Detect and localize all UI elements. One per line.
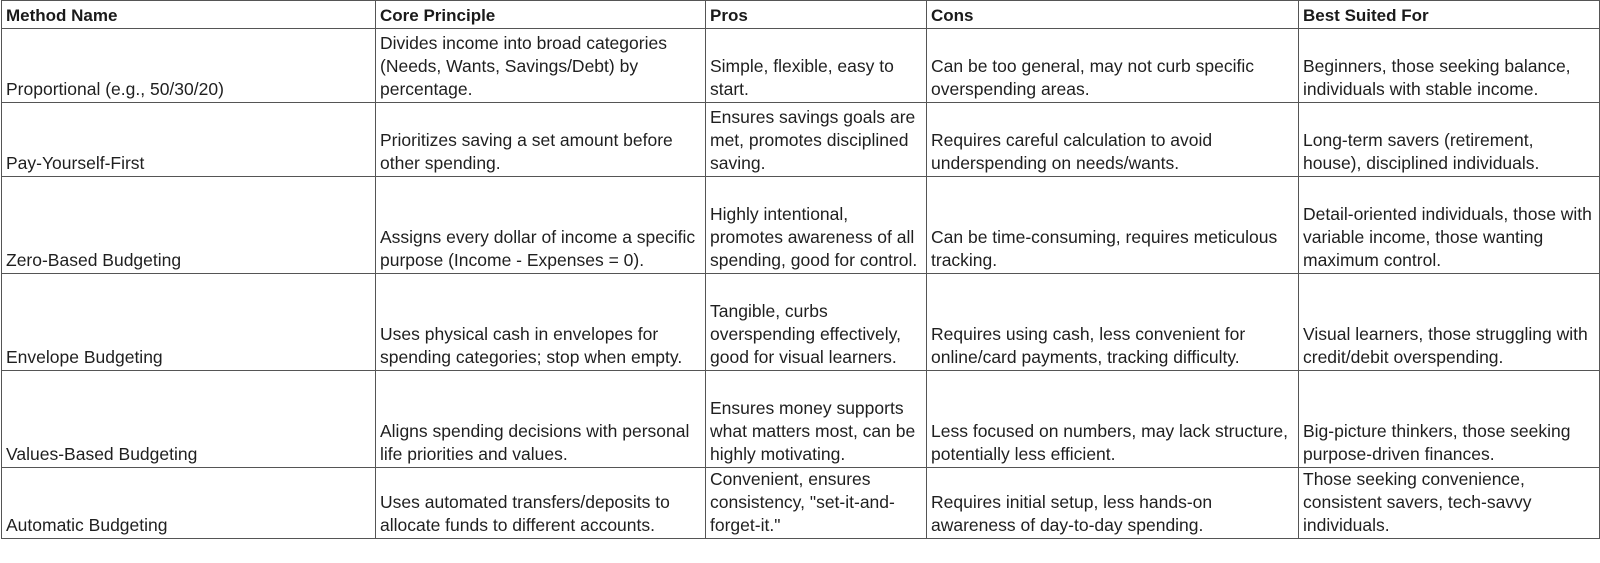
cell-pros: Ensures money supports what matters most, can be highly motivating. <box>706 371 927 468</box>
cell-best-suited-for: Beginners, those seeking balance, individuals with stable income. <box>1299 29 1600 103</box>
cell-cons: Less focused on numbers, may lack structure, potentially less efficient. <box>927 371 1299 468</box>
table-row <box>2 274 1600 371</box>
cell-pros: Tangible, curbs overspending effectively, good for visual learners. <box>706 274 927 371</box>
cell-cons: Requires initial setup, less hands-on awareness of day-to-day spending. <box>927 468 1299 539</box>
cell-best-suited-for: Long-term savers (retirement, house), disciplined individuals. <box>1299 103 1600 177</box>
header-pros: Pros <box>706 1 927 29</box>
cell-method-name: Values-Based Budgeting <box>2 371 376 468</box>
cell-pros: Highly intentional, promotes awareness of all spending, good for control. <box>706 177 927 274</box>
cell-pros: Simple, flexible, easy to start. <box>706 29 927 103</box>
cell-cons: Requires using cash, less convenient for online/card payments, tracking difficulty. <box>927 274 1299 371</box>
table-row <box>2 468 1600 539</box>
cell-pros: Convenient, ensures consistency, "set-it-and-forget-it." <box>706 468 927 539</box>
cell-method-name: Envelope Budgeting <box>2 274 376 371</box>
header-cons: Cons <box>927 1 1299 29</box>
table-row <box>2 177 1600 274</box>
header-best-suited-for: Best Suited For <box>1299 1 1600 29</box>
table-row <box>2 29 1600 103</box>
cell-core-principle: Assigns every dollar of income a specific purpose (Income - Expenses = 0). <box>376 177 706 274</box>
cell-pros: Ensures savings goals are met, promotes disciplined saving. <box>706 103 927 177</box>
table-row <box>2 371 1600 468</box>
budgeting-methods-table <box>1 0 1600 539</box>
cell-method-name: Pay-Yourself-First <box>2 103 376 177</box>
cell-core-principle: Prioritizes saving a set amount before other spending. <box>376 103 706 177</box>
cell-core-principle: Uses automated transfers/deposits to allocate funds to different accounts. <box>376 468 706 539</box>
cell-method-name: Automatic Budgeting <box>2 468 376 539</box>
cell-best-suited-for: Detail-oriented individuals, those with variable income, those wanting maximum control. <box>1299 177 1600 274</box>
cell-core-principle: Uses physical cash in envelopes for spending categories; stop when empty. <box>376 274 706 371</box>
cell-cons: Requires careful calculation to avoid underspending on needs/wants. <box>927 103 1299 177</box>
cell-best-suited-for: Big-picture thinkers, those seeking purpose-driven finances. <box>1299 371 1600 468</box>
cell-method-name: Zero-Based Budgeting <box>2 177 376 274</box>
cell-core-principle: Aligns spending decisions with personal life priorities and values. <box>376 371 706 468</box>
header-method-name: Method Name <box>2 1 376 29</box>
cell-best-suited-for: Visual learners, those struggling with credit/debit overspending. <box>1299 274 1600 371</box>
cell-best-suited-for: Those seeking convenience, consistent savers, tech-savvy individuals. <box>1299 468 1600 539</box>
header-core-principle: Core Principle <box>376 1 706 29</box>
cell-cons: Can be too general, may not curb specific overspending areas. <box>927 29 1299 103</box>
cell-cons: Can be time-consuming, requires meticulous tracking. <box>927 177 1299 274</box>
header-row <box>2 1 1600 29</box>
cell-method-name: Proportional (e.g., 50/30/20) <box>2 29 376 103</box>
table-row <box>2 103 1600 177</box>
cell-core-principle: Divides income into broad categories (Needs, Wants, Savings/Debt) by percentage. <box>376 29 706 103</box>
